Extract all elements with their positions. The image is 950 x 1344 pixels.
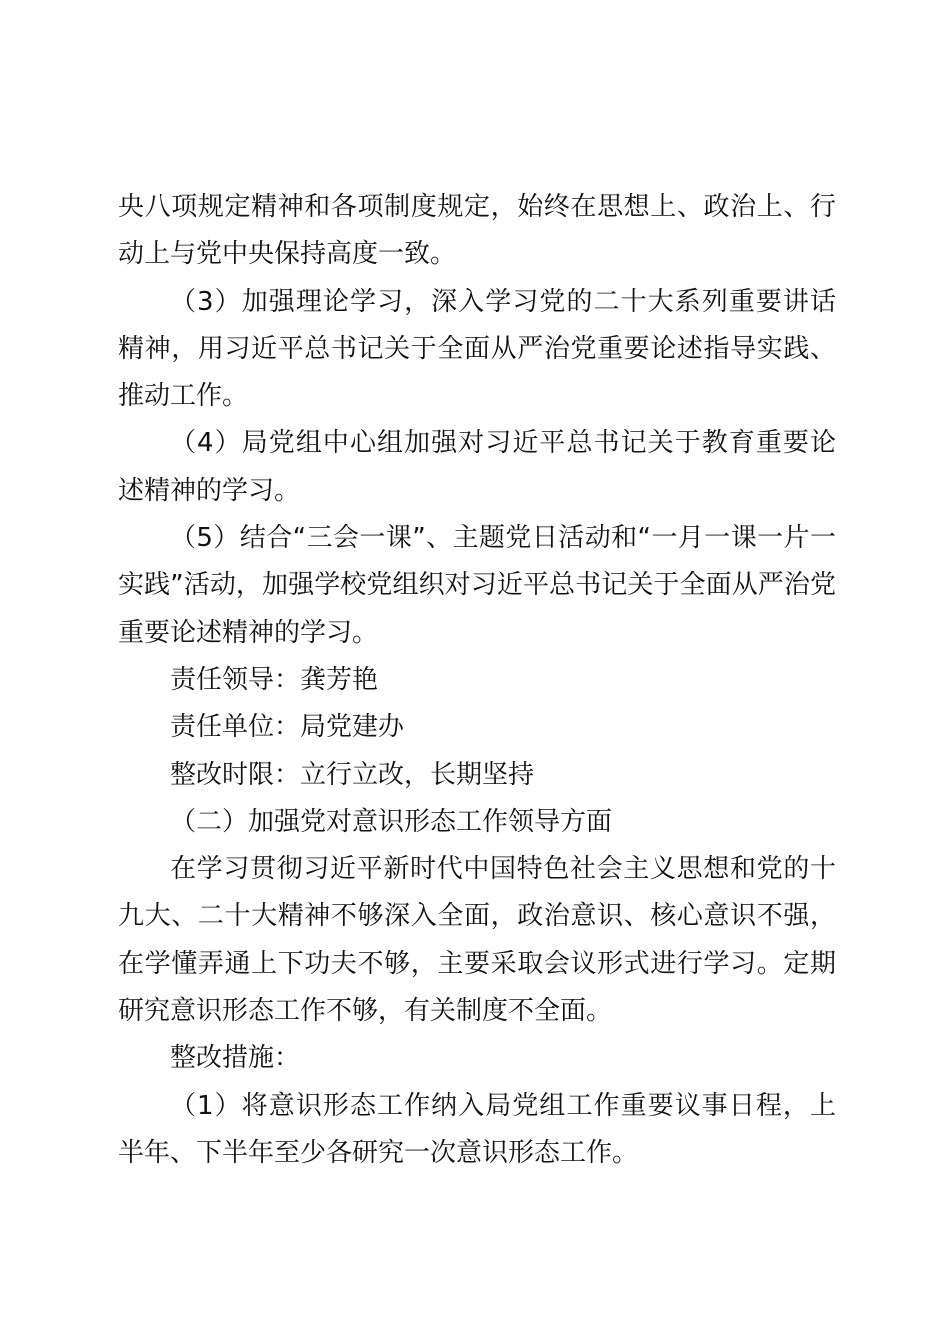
responsible-leader: 责任领导：龚芳艳 (170, 664, 379, 695)
measure-item-1: （1）将意识形态工作纳入局党组工作重要议事日程，上半年、下半年至少各研究一次意识形态工作。 (118, 1090, 836, 1168)
measures-label: 整改措施： (170, 1043, 301, 1074)
measure-item-4: （4）局党组中心组加强对习近平总书记关于教育重要论述精神的学习。 (118, 428, 836, 506)
section-heading: （二）加强党对意识形态工作领导方面 (170, 806, 613, 837)
measure-item-5: （5）结合“三会一课”、主题党日活动和“一月一课一片一实践”活动，加强学校党组织对习近平总书记关于全面从严治党重要论述精神的学习。 (118, 523, 836, 648)
measure-item-3: （3）加强理论学习，深入学习党的二十大系列重要讲话精神，用习近平总书记关于全面从严治党重要论述指导实践、推动工作。 (118, 286, 836, 412)
rectification-deadline: 整改时限：立行立改，长期坚持 (170, 759, 535, 790)
problem-description: 在学习贯彻习近平新时代中国特色社会主义思想和党的十九大、二十大精神不够深入全面，政治意识、核心意识不强，在学懂弄通上下功夫不够，主要采取会议形式进行学习。定期研究意识形态工作不够，有关制度不全面。 (118, 854, 836, 1027)
document-body (118, 184, 836, 1177)
continuation-paragraph: 央八项规定精神和各项制度规定，始终在思想上、政治上、行动上与党中央保持高度一致。 (118, 192, 836, 270)
responsible-unit: 责任单位：局党建办 (170, 712, 405, 743)
